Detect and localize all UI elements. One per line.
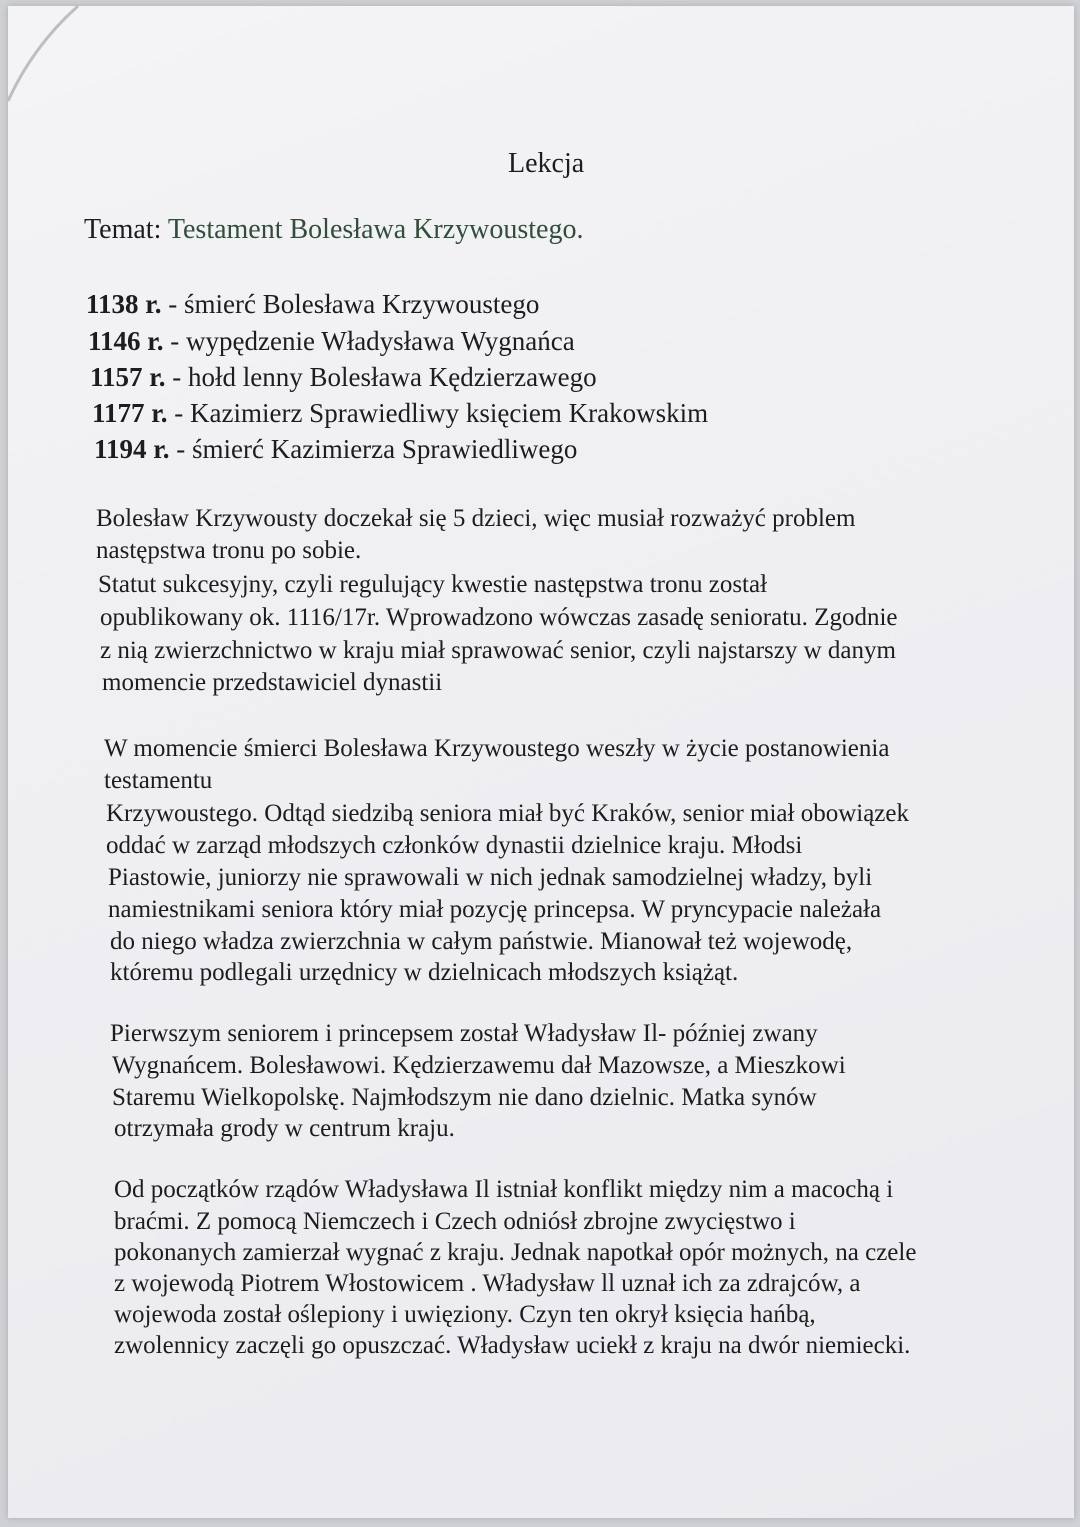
paragraph-line: z nią zwierzchnictwo w kraju miał sprawować senior, czyli najstarszy w danym — [100, 637, 896, 664]
paragraph-line: Staremu Wielkopolskę. Najmłodszym nie dano dzielnic. Matka synów — [112, 1084, 817, 1111]
paragraph-line: zwolennicy zaczęli go opuszczać. Władysław uciekł z kraju na dwór niemiecki. — [114, 1332, 911, 1359]
timeline-item — [94, 433, 577, 465]
paragraph-line: Wygnańcem. Bolesławowi. Kędzierzawemu dał Mazowsze, a Mieszkowi — [112, 1052, 846, 1079]
paragraph-line: braćmi. Z pomocą Niemczech i Czech odniósł zbrojne zwycięstwo i — [114, 1208, 796, 1235]
page-title: Lekcja — [508, 148, 585, 179]
timeline-item — [92, 397, 708, 429]
paper-fold-mark — [8, 6, 128, 126]
timeline-event: - hołd lenny Bolesława Kędzierzawego — [172, 362, 597, 392]
paragraph-line: Pierwszym seniorem i princepsem został Władysław Il- później zwany — [110, 1020, 818, 1047]
timeline-event: - śmierć Kazimierza Sprawiedliwego — [176, 434, 578, 464]
paragraph-line: do niego władza zwierzchnia w całym państwie. Mianował też wojewodę, — [110, 928, 853, 955]
timeline-item — [88, 325, 575, 357]
timeline-item — [86, 288, 539, 320]
paragraph-line: Krzywoustego. Odtąd siedzibą seniora miał być Kraków, senior miał obowiązek — [106, 800, 910, 827]
paragraph-line: W momencie śmierci Bolesława Krzywoustego weszły w życie postanowienia — [104, 735, 890, 762]
paragraph-line: z wojewodą Piotrem Włostowicem . Władysław ll uznał ich za zdrajców, a — [114, 1270, 861, 1297]
paragraph-line: otrzymała grody w centrum kraju. — [114, 1115, 455, 1142]
timeline-year: 1157 r. — [90, 362, 166, 392]
paragraph-line: Statut sukcesyjny, czyli regulujący kwestie następstwa tronu został — [98, 571, 768, 598]
timeline-event: - śmierć Bolesława Krzywoustego — [168, 289, 540, 319]
topic-text: Testament Bolesława Krzywoustego. — [167, 214, 584, 245]
paragraph-line: pokonanych zamierzał wygnać z kraju. Jednak napotkał opór możnych, na czele — [114, 1239, 917, 1266]
paragraph-line: Od początków rządów Władysława Il istniał konflikt między nim a macochą i — [114, 1176, 894, 1203]
paper-sheet — [8, 6, 1074, 1518]
timeline-year: 1177 r. — [92, 398, 168, 428]
timeline-year: 1146 r. — [88, 326, 164, 356]
paragraph-line: namiestnikami seniora który miał pozycję princepsa. W pryncypacie należała — [108, 896, 882, 923]
paragraph-line: oddać w zarząd młodszych członków dynastii dzielnice kraju. Młodsi — [106, 832, 803, 859]
paragraph-line: Piastowie, juniorzy nie sprawowali w nich jednak samodzielnej władzy, byli — [108, 864, 873, 891]
paragraph-line: opublikowany ok. 1116/17r. Wprowadzono wówczas zasadę senioratu. Zgodnie — [100, 604, 898, 631]
timeline-year: 1194 r. — [94, 434, 170, 464]
paragraph-line: wojewoda został oślepiony i uwięziony. Czyn ten okrył księcia hańbą, — [114, 1301, 816, 1328]
timeline-event: - Kazimierz Sprawiedliwy księciem Krakowskim — [174, 398, 709, 428]
timeline-item — [90, 361, 597, 393]
timeline-event: - wypędzenie Władysława Wygnańca — [170, 326, 575, 356]
paragraph-line: Bolesław Krzywousty doczekał się 5 dzieci, więc musiał rozważyć problem — [96, 505, 856, 532]
topic-label: Temat: — [84, 214, 162, 245]
paragraph-line: momencie przedstawiciel dynastii — [102, 669, 443, 696]
paragraph-line: testamentu — [104, 767, 213, 794]
paragraph-line: następstwa tronu po sobie. — [96, 537, 362, 564]
timeline-year: 1138 r. — [86, 289, 162, 319]
lesson-topic — [84, 214, 583, 246]
paragraph-line: któremu podlegali urzędnicy w dzielnicach młodszych książąt. — [110, 959, 739, 986]
